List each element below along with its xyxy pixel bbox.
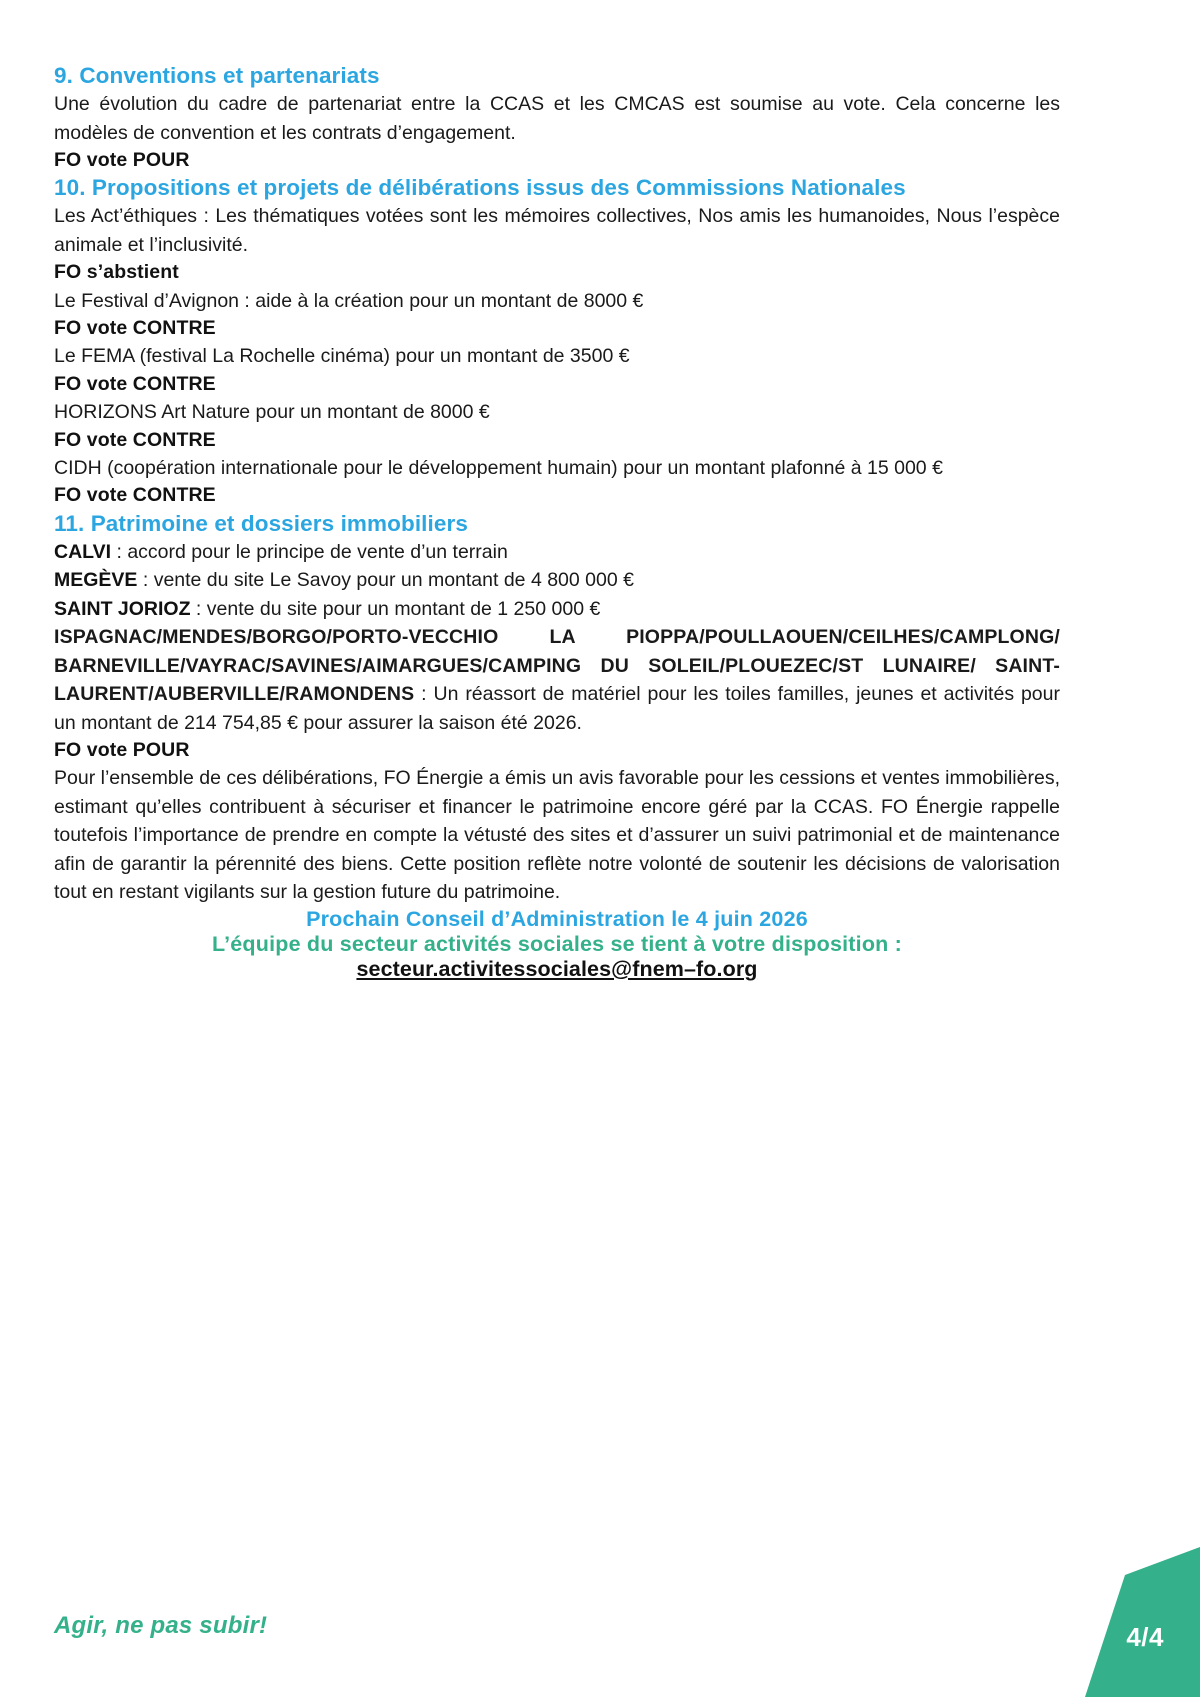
section-heading-11: 11. Patrimoine et dossiers immobiliers (54, 510, 468, 536)
section11-vote: FO vote POUR (54, 739, 190, 762)
section9-paragraph: Une évolution du cadre de partenariat entre la CCAS et les CMCAS est soumise au vote. Cela concerne les modèles de convention et les contrats d’engagement. (54, 93, 1060, 144)
section10-vote-1: FO s’abstient (54, 261, 179, 284)
site-text-saint-jorioz: : vente du site pour un montant de 1 250 000 € (190, 597, 601, 620)
site-name-saint-jorioz: SAINT JORIOZ (54, 597, 191, 620)
section10-item-2: Le Festival d’Avignon : aide à la création pour un montant de 8000 € (54, 289, 644, 312)
footer-slogan: Agir, ne pas subir! (54, 1612, 268, 1639)
section11-megeve (54, 566, 1060, 594)
contact-invitation: L’équipe du secteur activités sociales se tient à votre disposition : (211, 931, 903, 956)
page-number: 4/4 (1126, 1622, 1164, 1652)
footer-corner-decoration (910, 1547, 1200, 1697)
section10-item-4: HORIZONS Art Nature pour un montant de 8000 € (54, 401, 490, 424)
sites-names-list: ISPAGNAC/MENDES/BORGO/PORTO-VECCHIO LA PIOPPA/POULLAOUEN/CEILHES/CAMPLONG/ BARNEVILLE/VAYRAC/SAVINES/AIMARGUES/CAMPING DU SOLEIL/PLOUEZEC/ST LUNAIRE/ SAINT-LAURENT/AUBERVILLE/RAMONDENS (54, 626, 1060, 706)
section-heading-10: 10. Propositions et projets de délibérations issus des Commissions Nationales (54, 175, 906, 201)
site-text-megeve: : vente du site Le Savoy pour un montant de 4 800 000 € (137, 569, 634, 592)
next-meeting-notice: Prochain Conseil d’Administration le 4 juin 2026 (306, 906, 808, 931)
section11-sites-list (54, 623, 1060, 737)
section10-item-3: Le FEMA (festival La Rochelle cinéma) pour un montant de 3500 € (54, 345, 630, 368)
section-heading-9: 9. Conventions et partenariats (54, 63, 380, 88)
section10-vote-5: FO vote CONTRE (54, 484, 216, 507)
sites-description: : Un réassort de matériel pour les toiles familles, jeunes et activités pour un montant de 214 754,85 € pour assurer la saison été 2026. (54, 683, 1060, 734)
section11-closing-paragraph: Pour l’ensemble de ces délibérations, FO Énergie a émis un avis favorable pour les cessions et ventes immobilières, estimant qu’elles contribuent à sécuriser et financer le patrimoine encore géré par la CCAS. FO Énergie rappelle toutefois l’importance de prendre en compte la vétusté des sites et d’assurer un suivi patrimonial et de maintenance afin de garantir la pérennité des biens. Cette position reflète notre volonté de soutenir les décisions de valorisation tout en restant vigilants sur la gestion future du patrimoine. (54, 767, 1060, 904)
section10-item-1: Les Act’éthiques : Les thématiques votées sont les mémoires collectives, Nos amis les humanoides, Nous l’espèce animale et l’inclusivité. (54, 205, 1060, 256)
section9-vote: FO vote POUR (54, 149, 190, 172)
section10-vote-2: FO vote CONTRE (54, 317, 216, 340)
site-text-calvi: : accord pour le principe de vente d’un terrain (111, 540, 508, 563)
section11-saint-jorioz (54, 595, 1060, 623)
section11-calvi (54, 538, 1060, 566)
section10-vote-3: FO vote CONTRE (54, 372, 216, 395)
document-content (54, 62, 1060, 982)
contact-email-link[interactable]: secteur.activitessociales@fnem–fo.org (356, 956, 758, 981)
section10-item-5: CIDH (coopération internationale pour le développement humain) pour un montant plafonné à 15 000 € (54, 457, 943, 480)
site-name-megeve: MEGÈVE (54, 569, 138, 592)
section10-vote-4: FO vote CONTRE (54, 428, 216, 451)
site-name-calvi: CALVI (54, 540, 112, 563)
